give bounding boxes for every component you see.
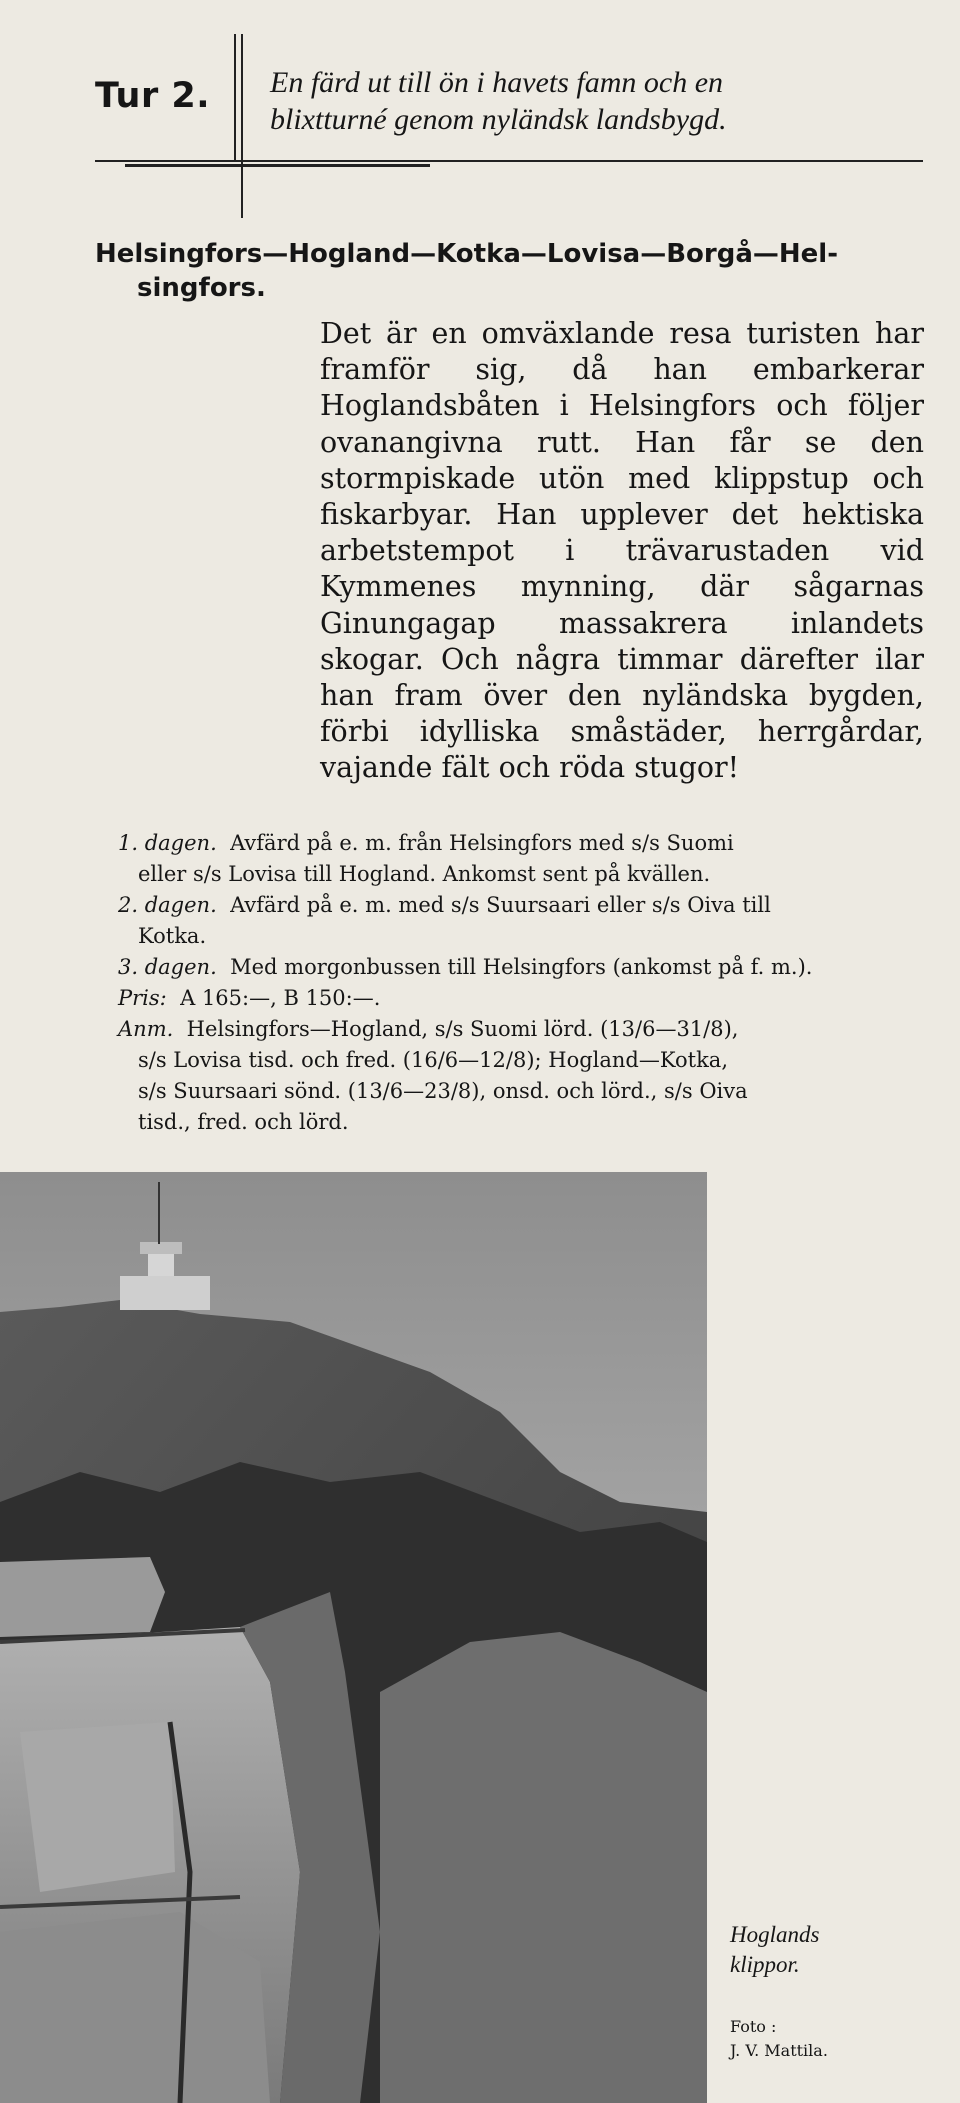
intro-paragraph: Det är en omväxlande resa turisten har framför sig, då han embarkerar Hoglandsbåten i Helsingfors och följer ovanangivna rutt. Han får se den stormpiskade utön med klippstup och fiskarbyar. Han upplever det hektiska arbetstempot i trävarustaden vid Kymmenes mynning, där sågarnas Ginungagap massakrera inlandets skogar. Och några timmar därefter ilar han fram över den nyländska bygden, förbi idylliska småstäder, herrgårdar, vajande fält och röda stugor! xyxy=(320,317,924,785)
subtitle-line: En färd ut till ön i havets famn och en xyxy=(270,66,724,99)
day-1 xyxy=(118,828,926,890)
route-line: singfors. xyxy=(137,273,266,303)
day-2 xyxy=(118,890,926,952)
price xyxy=(118,983,926,1014)
horizontal-rule-bold xyxy=(125,164,430,167)
day-3 xyxy=(118,952,926,983)
photo-credit xyxy=(730,2015,930,2063)
day-label: 2. dagen. xyxy=(118,893,217,917)
credit-line: J. V. Mattila. xyxy=(730,2041,828,2060)
vertical-rule xyxy=(234,34,236,162)
route-heading xyxy=(95,237,925,305)
itinerary xyxy=(118,828,926,1138)
horizontal-rule xyxy=(95,160,923,162)
vertical-rule xyxy=(241,34,243,218)
route-line: Helsingfors—Hogland—Kotka—Lovisa—Borgå—Hel- xyxy=(95,239,838,269)
tour-subtitle xyxy=(270,64,930,138)
note xyxy=(118,1014,926,1138)
caption-line: Hoglands xyxy=(730,1922,820,1947)
photo-caption xyxy=(730,1920,930,1980)
day-label: 1. dagen. xyxy=(118,831,217,855)
day-text: Avfärd på e. m. med s/s Suursaari eller s/s Oiva till xyxy=(230,893,771,917)
note-text: tisd., fred. och lörd. xyxy=(138,1110,349,1134)
price-text: A 165:—, B 150:—. xyxy=(180,986,381,1010)
note-text: Helsingfors—Hogland, s/s Suomi lörd. (13/6—31/8), xyxy=(186,1017,739,1041)
tour-number: Tur 2. xyxy=(95,76,211,116)
subtitle-line: blixtturné genom nyländsk landsbygd. xyxy=(270,103,727,136)
note-text: s/s Lovisa tisd. och fred. (16/6—12/8); Hogland—Kotka, xyxy=(138,1048,728,1072)
price-label: Pris: xyxy=(118,986,167,1010)
day-text: Kotka. xyxy=(138,924,207,948)
day-text: Avfärd på e. m. från Helsingfors med s/s Suomi xyxy=(230,831,734,855)
caption-line: klippor. xyxy=(730,1952,800,1977)
note-label: Anm. xyxy=(118,1017,174,1041)
day-label: 3. dagen. xyxy=(118,955,217,979)
day-text: Med morgonbussen till Helsingfors (ankomst på f. m.). xyxy=(230,955,813,979)
day-text: eller s/s Lovisa till Hogland. Ankomst sent på kvällen. xyxy=(138,862,711,886)
credit-line: Foto : xyxy=(730,2017,777,2036)
note-text: s/s Suursaari sönd. (13/6—23/8), onsd. och lörd., s/s Oiva xyxy=(138,1079,748,1103)
hogland-cliffs-photo xyxy=(0,1172,707,2103)
